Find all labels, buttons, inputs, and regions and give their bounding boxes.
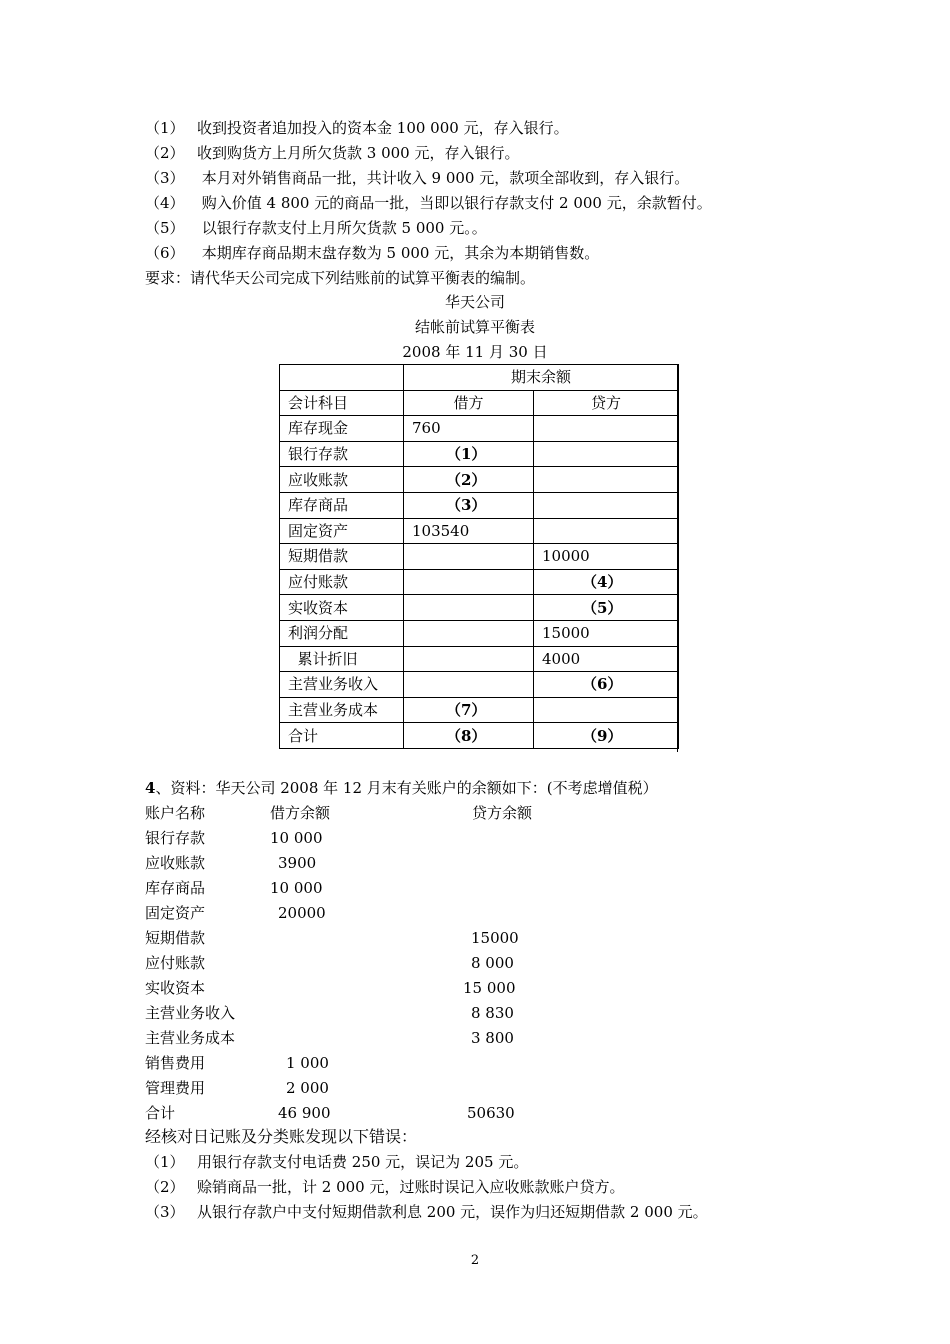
table-row — [280, 492, 679, 518]
row-credit — [534, 441, 679, 467]
header-credit: 贷方 — [534, 390, 679, 416]
row-debit — [404, 569, 534, 595]
row-account: 主营业务收入 — [280, 672, 404, 698]
row-debit: （2） — [404, 467, 534, 493]
account-credit: 3 800 — [471, 1029, 514, 1047]
account-name: 应收账款 — [145, 854, 206, 872]
row-account: 主营业务成本 — [280, 697, 404, 723]
header-debit: 借方 — [404, 390, 534, 416]
row-debit — [404, 544, 534, 570]
error-1: （1） 用银行存款支付电话费 250 元，误记为 205 元。 — [145, 1153, 529, 1171]
row-debit — [404, 646, 534, 672]
account-credit: 8 000 — [471, 954, 514, 972]
row-credit — [534, 697, 679, 723]
accounts-header-credit: 贷方余额 — [472, 804, 533, 822]
account-name: 合计 — [145, 1104, 176, 1122]
row-credit: 15000 — [534, 620, 679, 646]
table-row — [280, 569, 679, 595]
row-account: 短期借款 — [280, 544, 404, 570]
account-debit: 20000 — [278, 904, 326, 922]
account-name: 主营业务成本 — [145, 1029, 236, 1047]
table-row — [280, 518, 679, 544]
account-credit: 8 830 — [471, 1004, 514, 1022]
row-account: 应收账款 — [280, 467, 404, 493]
requirement-text: 要求：请代华天公司完成下列结账前的试算平衡表的编制。 — [145, 269, 536, 287]
account-debit: 10 000 — [270, 879, 323, 897]
row-credit — [534, 416, 679, 442]
account-credit: 50630 — [467, 1104, 515, 1122]
account-name: 主营业务收入 — [145, 1004, 236, 1022]
row-account: 应付账款 — [280, 569, 404, 595]
accounts-header-debit: 借方余额 — [270, 804, 331, 822]
account-debit: 46 900 — [278, 1104, 331, 1122]
row-debit: （7） — [404, 697, 534, 723]
row-account: 固定资产 — [280, 518, 404, 544]
row-debit: （1） — [404, 441, 534, 467]
table-company: 华天公司 — [444, 293, 505, 311]
row-credit: （5） — [534, 595, 679, 621]
row-credit: 10000 — [534, 544, 679, 570]
error-2: （2） 赊销商品一批，计 2 000 元，过账时误记入应收账款账户贷方。 — [145, 1178, 625, 1196]
table-date: 2008 年 11 月 30 日 — [402, 343, 548, 361]
row-credit: （4） — [534, 569, 679, 595]
item-4: （4） 购入价值 4 800 元的商品一批，当即以银行存款支付 2 000 元，余款暂付。 — [145, 194, 712, 212]
account-name: 短期借款 — [145, 929, 206, 947]
account-credit: 15000 — [471, 929, 519, 947]
account-name: 管理费用 — [145, 1079, 206, 1097]
row-debit: （8） — [404, 723, 534, 749]
row-debit: （3） — [404, 492, 534, 518]
account-name: 应付账款 — [145, 954, 206, 972]
row-account: 库存商品 — [280, 492, 404, 518]
account-name: 库存商品 — [145, 879, 206, 897]
table-row — [280, 544, 679, 570]
item-1: （1） 收到投资者追加投入的资本金 100 000 元，存入银行。 — [145, 119, 569, 137]
row-account: 实收资本 — [280, 595, 404, 621]
table-row — [280, 697, 679, 723]
error-3: （3） 从银行存款户中支付短期借款利息 200 元，误作为归还短期借款 2 000 元。 — [145, 1203, 708, 1221]
account-credit: 15 000 — [463, 979, 516, 997]
table-right-double-border — [677, 364, 678, 752]
row-credit: （9） — [534, 723, 679, 749]
accounts-header-name: 账户名称 — [145, 804, 206, 822]
item-3: （3） 本月对外销售商品一批，共计收入 9 000 元，款项全部收到，存入银行。 — [145, 169, 690, 187]
account-debit: 10 000 — [270, 829, 323, 847]
account-name: 实收资本 — [145, 979, 206, 997]
errors-intro: 经核对日记账及分类账发现以下错误： — [145, 1127, 418, 1146]
table-row — [280, 620, 679, 646]
row-credit — [534, 467, 679, 493]
account-name: 销售费用 — [145, 1054, 206, 1072]
row-credit: 4000 — [534, 646, 679, 672]
item-2: （2） 收到购货方上月所欠货款 3 000 元，存入银行。 — [145, 144, 520, 162]
row-credit: （6） — [534, 672, 679, 698]
table-row — [280, 646, 679, 672]
row-account: 利润分配 — [280, 620, 404, 646]
table-row — [280, 723, 679, 749]
row-debit — [404, 595, 534, 621]
row-credit — [534, 492, 679, 518]
section4-intro: 4、资料：华天公司 2008 年 12 月末有关账户的余额如下：(不考虑增值税） — [145, 779, 658, 797]
page-number: 2 — [470, 1253, 480, 1268]
account-debit: 1 000 — [286, 1054, 329, 1072]
row-debit — [404, 620, 534, 646]
table-row — [280, 416, 679, 442]
row-credit — [534, 518, 679, 544]
trial-balance-table — [279, 364, 679, 749]
header-group: 期末余额 — [404, 365, 679, 391]
row-debit: 103540 — [404, 518, 534, 544]
table-row — [280, 467, 679, 493]
account-debit: 3900 — [278, 854, 317, 872]
row-account: 合计 — [280, 723, 404, 749]
table-row — [280, 441, 679, 467]
row-account: 库存现金 — [280, 416, 404, 442]
table-header-group-row — [280, 365, 679, 391]
item-6: （6） 本期库存商品期末盘存数为 5 000 元，其余为本期销售数。 — [145, 244, 600, 262]
row-debit — [404, 672, 534, 698]
table-name: 结帐前试算平衡表 — [414, 318, 535, 336]
header-account: 会计科目 — [280, 390, 404, 416]
row-account: 累计折旧 — [280, 646, 404, 672]
account-debit: 2 000 — [286, 1079, 329, 1097]
row-debit: 760 — [404, 416, 534, 442]
table-row — [280, 595, 679, 621]
row-account: 银行存款 — [280, 441, 404, 467]
account-name: 固定资产 — [145, 904, 206, 922]
table-row — [280, 672, 679, 698]
item-5: （5） 以银行存款支付上月所欠货款 5 000 元。。 — [145, 219, 487, 237]
account-name: 银行存款 — [145, 829, 206, 847]
table-header-row — [280, 390, 679, 416]
